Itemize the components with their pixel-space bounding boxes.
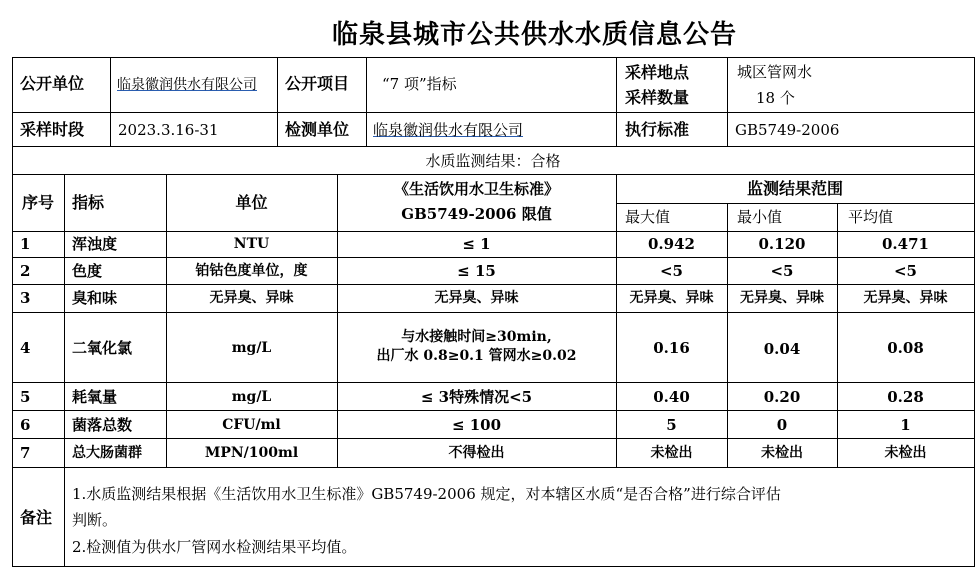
count-value: 18 个	[756, 89, 795, 107]
row-indicator: 臭和味	[72, 289, 118, 307]
item-value: “7 项”指标	[382, 75, 457, 93]
row-no: 1	[20, 235, 31, 253]
grid-line	[12, 57, 974, 58]
header-no: 序号	[21, 193, 54, 212]
grid-line	[616, 57, 617, 146]
grid-line	[12, 174, 974, 175]
grid-line	[277, 57, 278, 146]
row-no: 4	[20, 339, 31, 357]
grid-line	[12, 467, 974, 468]
row-indicator: 耗氧量	[72, 388, 118, 406]
time-label: 采样时段	[20, 120, 85, 139]
row-limit: 不得检出	[448, 445, 505, 461]
grid-line	[366, 57, 367, 146]
time-value: 2023.3.16-31	[118, 121, 219, 139]
row-avg: 无异臭、异味	[863, 290, 948, 306]
header-unit: 单位	[235, 193, 268, 212]
page-title: 临泉县城市公共供水水质信息公告	[331, 20, 737, 50]
grid-line	[12, 410, 974, 411]
notes-line1: 1.水质监测结果根据《生活饮用水卫生标准》GB5749-2006 规定，对本辖区水质“是否合格”进行综合评估	[72, 485, 781, 503]
row-max: 0.40	[653, 388, 690, 406]
grid-line	[12, 57, 13, 567]
row-indicator: 菌落总数	[72, 416, 133, 434]
grid-line	[12, 231, 974, 232]
site-value: 城区管网水	[737, 63, 813, 81]
row-min: 0.120	[758, 235, 806, 253]
grid-line	[12, 312, 974, 313]
row-avg: 1	[900, 416, 911, 434]
row-indicator: 色度	[72, 262, 103, 280]
row-min: 0	[776, 416, 788, 434]
row-min: 无异臭、异味	[740, 290, 824, 306]
row-avg: <5	[893, 262, 917, 280]
notes-line1b: 判断。	[72, 511, 118, 529]
row-avg: 未检出	[884, 445, 927, 461]
row-unit: 无异臭、异味	[209, 290, 294, 306]
row-limit: ≤ 3特殊情况<5	[420, 388, 533, 406]
row-unit: CFU/ml	[222, 417, 281, 433]
grid-line	[12, 112, 974, 113]
row-limit: ≤ 100	[451, 416, 502, 434]
row-indicator: 二氧化氯	[72, 339, 133, 357]
row-unit: MPN/100ml	[204, 445, 299, 461]
row-unit: NTU	[233, 236, 270, 252]
row-limit: 无异臭、异味	[434, 290, 519, 306]
row-min: 未检出	[761, 445, 803, 461]
row-max: 无异臭、异味	[629, 290, 714, 306]
grid-line	[64, 174, 65, 467]
row-max: 0.942	[648, 235, 695, 253]
row-limit-line2: 出厂水 0.8≥0.1 管网水≥0.02	[376, 348, 577, 364]
row-max: 5	[666, 416, 677, 434]
row-limit: 与水接触时间≥30min,	[401, 329, 552, 345]
row-unit: mg/L	[231, 340, 272, 356]
test-unit-value: 临泉徽润供水有限公司	[373, 121, 524, 139]
row-limit: ≤ 15	[457, 262, 496, 280]
row-avg: 0.471	[882, 235, 929, 253]
grid-line	[12, 438, 974, 439]
count-label: 采样数量	[625, 88, 690, 107]
header-max: 最大值	[625, 208, 671, 226]
result-summary: 水质监测结果：合格	[425, 152, 561, 170]
grid-line	[110, 57, 111, 146]
row-unit: mg/L	[231, 389, 272, 405]
row-min: <5	[770, 262, 794, 280]
grid-line	[12, 382, 974, 383]
grid-line	[64, 467, 65, 567]
standard-value: GB5749-2006	[735, 121, 840, 139]
row-avg: 0.28	[887, 388, 924, 406]
row-max: 0.16	[653, 339, 690, 357]
test-unit-label: 检测单位	[285, 120, 350, 139]
grid-line	[12, 284, 974, 285]
header-avg: 平均值	[848, 208, 894, 226]
row-limit: ≤ 1	[462, 235, 491, 253]
notes-label: 备注	[20, 508, 53, 527]
row-no: 5	[20, 388, 31, 406]
row-avg: 0.08	[887, 339, 924, 357]
header-indicator: 指标	[72, 193, 105, 212]
item-label: 公开项目	[285, 74, 350, 93]
grid-line	[12, 566, 974, 567]
row-min: 0.04	[763, 340, 801, 358]
row-no: 3	[20, 289, 31, 307]
row-min: 0.20	[763, 388, 801, 406]
grid-line	[12, 257, 974, 258]
row-indicator: 浑浊度	[72, 235, 118, 253]
row-no: 6	[20, 416, 31, 434]
row-indicator: 总大肠菌群	[72, 445, 142, 461]
header-min: 最小值	[737, 208, 783, 226]
publisher-value: 临泉徽润供水有限公司	[117, 77, 257, 93]
site-label: 采样地点	[625, 63, 690, 82]
header-limit-line1: 《生活饮用水卫生标准》	[393, 180, 559, 198]
grid-line	[974, 57, 975, 567]
row-max: 未检出	[650, 445, 693, 461]
grid-line	[727, 57, 728, 146]
header-limit-line2: GB5749-2006 限值	[401, 205, 552, 223]
row-no: 7	[20, 444, 31, 462]
row-unit: 铂钴色度单位，度	[195, 263, 308, 279]
row-max: <5	[659, 262, 683, 280]
grid-line	[12, 146, 974, 147]
row-no: 2	[20, 262, 31, 280]
header-range: 监测结果范围	[746, 179, 843, 198]
standard-label: 执行标准	[625, 120, 690, 139]
notes-line2: 2.检测值为供水厂管网水检测结果平均值。	[72, 538, 357, 556]
publisher-label: 公开单位	[20, 74, 85, 93]
grid-line	[616, 203, 974, 204]
